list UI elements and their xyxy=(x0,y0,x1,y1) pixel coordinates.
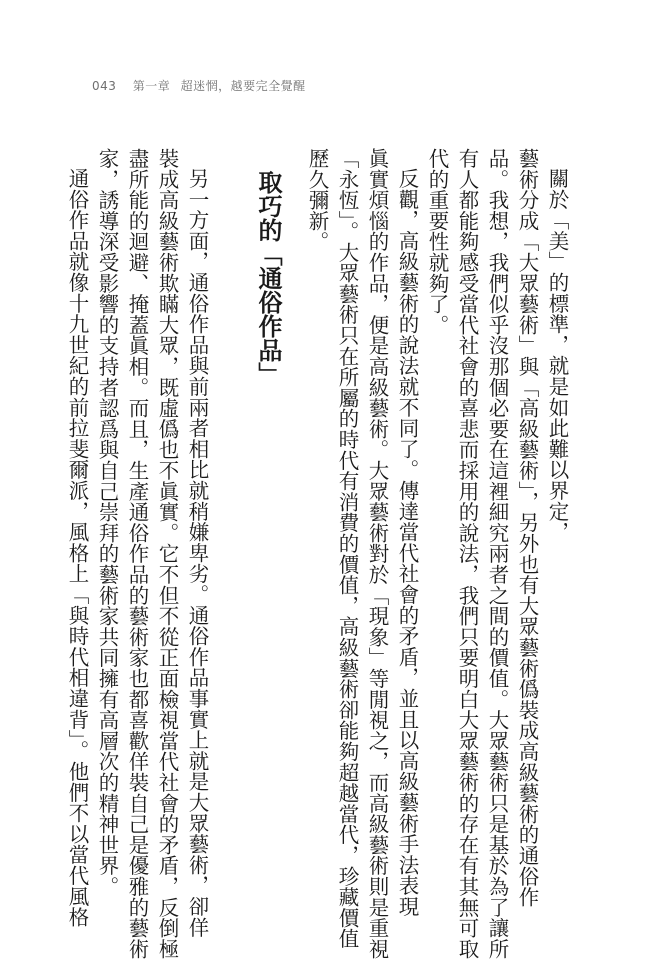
running-header xyxy=(92,77,306,94)
text-column: 另一方面，通俗作品與前兩者相比就稍嫌卑劣。通俗作品事實上就是大眾藝術，卻佯 xyxy=(185,168,209,938)
chapter-label: 第一章 xyxy=(132,79,171,93)
text-column: 通俗作品就像十九世紀的前拉斐爾派，風格上「與時代相違背」。他們不以當代風格 xyxy=(65,168,89,928)
text-column: 反觀，高級藝術的說法就不同了。傳達當代社會的矛盾，並且以高級藝術手法表現 xyxy=(395,168,419,917)
text-column: 「永恆」。大眾藝術只在所屬的時代有消費的價值，高級藝術卻能夠超越當代，珍藏價值 xyxy=(335,148,359,949)
text-column: 家，誘導深受影響的支持者認爲與自己崇拜的藝術家共同擁有高層次的精神世界。 xyxy=(95,148,119,897)
text-column: 裝成高級藝術欺瞞大眾，既虛僞也不眞實。它不但不從正面檢視當代社會的矛盾，反倒極 xyxy=(155,148,179,959)
text-column: 歷久彌新。 xyxy=(305,148,329,252)
text-column: 有人都能夠感受當代社會的喜悲而採用的說法，我們只要明白大眾藝術的存在有其無可取 xyxy=(455,148,479,959)
text-column: 盡所能的迴避、掩蓋眞相。而且，生產通俗作品的藝術家也都喜歡佯裝自己是優雅的藝術 xyxy=(125,148,149,959)
text-column: 眞實煩惱的作品，便是高級藝術。大眾藝術對於「現象」等閒視之，而高級藝術則是重視 xyxy=(365,148,389,959)
text-column: 藝術分成「大眾藝術」與「高級藝術」，另外也有大眾藝術僞裝成高級藝術的通俗作 xyxy=(515,148,539,908)
text-column: 代的重要性就夠了。 xyxy=(425,148,449,336)
text-column: 品。我想，我們似乎沒那個必要在這裡細究兩者之間的價值。大眾藝術只是基於為了讓所 xyxy=(485,148,509,959)
section-heading: 取巧的「通俗作品」 xyxy=(254,170,282,386)
text-column: 關於「美」的標準，就是如此難以界定， xyxy=(545,168,569,543)
chapter-title: 超迷惘，越要完全覺醒 xyxy=(180,79,306,93)
page-number: 043 xyxy=(92,79,117,93)
